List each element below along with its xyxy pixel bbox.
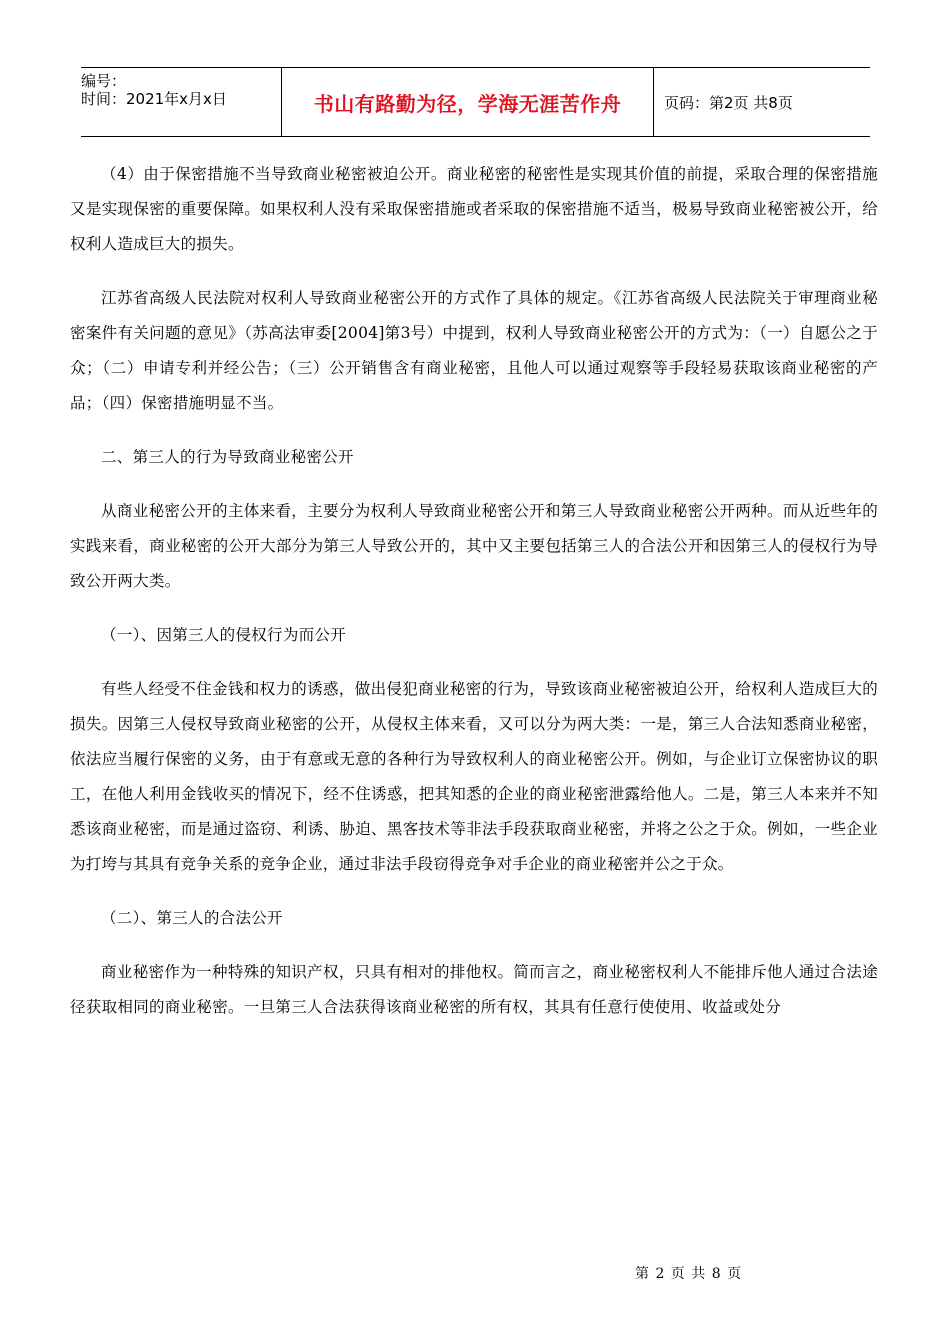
page-header [81, 67, 870, 137]
document-number-label: 编号： [81, 72, 127, 90]
subsection-heading-1: （一）、因第三人的侵权行为而公开 [101, 626, 347, 644]
paragraph-1: （4）由于保密措施不当导致商业秘密被迫公开。商业秘密的秘密性是实现其价值的前提，采取合理的保密措施又是实现保密的重要保障。如果权利人没有采取保密措施或者采取的保密措施不适当，极易导致商业秘密被公开，给权利人造成巨大的损失。 [70, 165, 878, 253]
paragraph-2: 江苏省高级人民法院对权利人导致商业秘密公开的方式作了具体的规定。《江苏省高级人民法院关于审理商业秘密案件有关问题的意见》（苏高法审委[2004]第3号）中提到，权利人导致商业秘密公开的方式为：（一）自愿公之于众；（二）申请专利并经公告；（三）公开销售含有商业秘密，且他人可以通过观察等手段轻易获取该商业秘密的产品；（四）保密措施明显不当。 [70, 289, 878, 412]
header-info-cell [81, 68, 282, 136]
header-page-code: 页码：第2页 共8页 [664, 93, 793, 112]
paragraph-4: 有些人经受不住金钱和权力的诱惑，做出侵犯商业秘密的行为，导致该商业秘密被迫公开，给权利人造成巨大的损失。因第三人侵权导致商业秘密的公开，从侵权主体来看，又可以分为两大类：一是，第三人合法知悉商业秘密，依法应当履行保密的义务，由于有意或无意的各种行为导致权利人的商业秘密公开。例如，与企业订立保密协议的职工，在他人利用金钱收买的情况下，经不住诱惑，把其知悉的企业的商业秘密泄露给他人。二是，第三人本来并不知悉该商业秘密，而是通过盗窃、利诱、胁迫、黑客技术等非法手段获取商业秘密，并将之公之于众。例如，一些企业为打垮与其具有竞争关系的竞争企业，通过非法手段窃得竞争对手企业的商业秘密并公之于众。 [70, 680, 878, 873]
header-motto: 书山有路勤为径，学海无涯苦作舟 [282, 68, 654, 136]
subsection-heading-2: （二）、第三人的合法公开 [101, 909, 283, 927]
paragraph-3: 从商业秘密公开的主体来看，主要分为权利人导致商业秘密公开和第三人导致商业秘密公开两种。而从近些年的实践来看，商业秘密的公开大部分为第三人导致公开的，其中又主要包括第三人的合法公开和因第三人的侵权行为导致公开两大类。 [70, 502, 878, 590]
document-body [70, 157, 878, 1044]
page-footer: 第 2 页 共 8 页 [635, 1266, 743, 1282]
document-time-label: 时间：2021年x月x日 [81, 90, 227, 108]
section-heading-2: 二、第三人的行为导致商业秘密公开 [101, 448, 354, 466]
paragraph-5: 商业秘密作为一种特殊的知识产权，只具有相对的排他权。简而言之，商业秘密权利人不能排斥他人通过合法途径获取相同的商业秘密。一旦第三人合法获得该商业秘密的所有权，其具有任意行使使用、收益或处分 [70, 963, 878, 1016]
